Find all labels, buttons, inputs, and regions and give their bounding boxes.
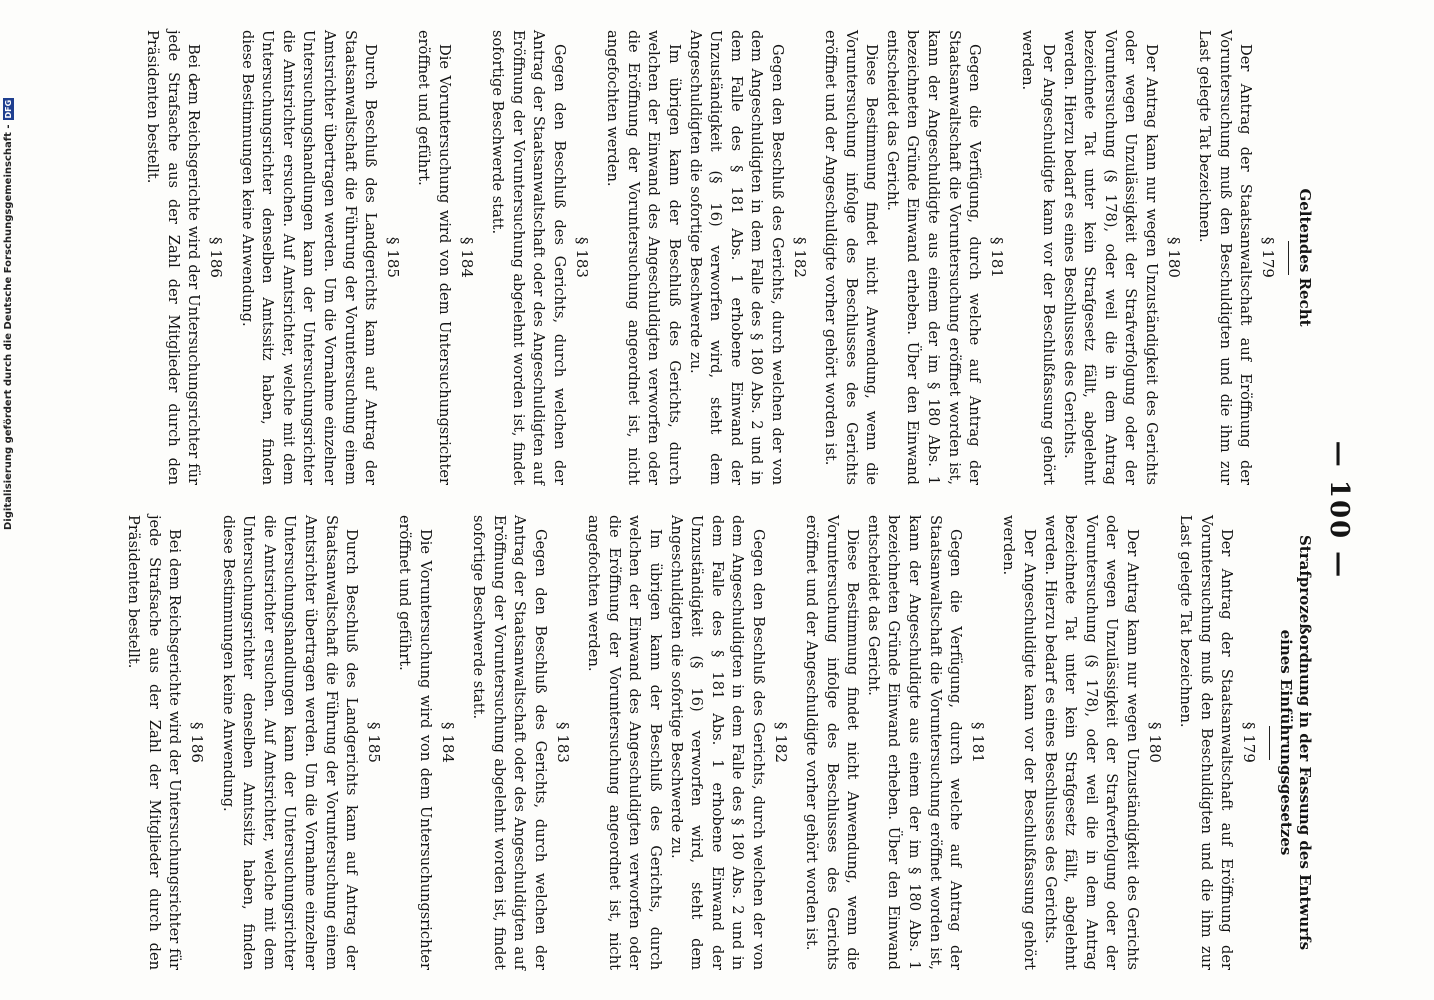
section-number: § 180 [1164,237,1183,278]
section-number: § 179 [1259,237,1277,278]
section-paragraph: Bei dem Reichsgerichte wird der Untersuchungsrichter für jede Strafsache aus der Zahl der Mitglieder durch den Präsidenten bestellt. [144,30,203,485]
section-number: § 183 [553,722,572,763]
section-number: § 186 [207,237,226,278]
section-paragraph: Im übrigen kann der Beschluß des Gerichts, durch welchen der Einwand des Angeschuldigten verworfen oder die Eröffnung der Voruntersuchung angeordnet ist, nicht angefochten werden. [604,30,683,485]
section-paragraph: Gegen den Beschluß des Gerichts, durch welchen der von dem Angeschuldigten in dem Falle des § 180 Abs. 2 und in dem Falle des § 181 Abs. 1 erhobene Einwand der Unzuständigkeit (§ 16) verworfen wird, steht dem Angeschuldigten die sofortige Beschwerde zu. [686,30,786,485]
section-paragraph: Gegen den Beschluß des Gerichts, durch welchen der Antrag der Staatsanwaltschaft oder des Angeschuldigten auf Eröffnung der Voruntersuchung abgelehnt worden ist, findet sofortige Beschwerde statt. [470,515,549,970]
dfg-logo: DFG [4,99,13,119]
section-number: § 185 [383,237,402,278]
heading-rule [1288,241,1289,275]
section-number: § 185 [364,722,383,763]
left-column [142,30,1314,485]
section-paragraph: Der Angeschuldigte kann vor der Beschlußfassung gehört werden. [1000,515,1039,970]
section-number: § 182 [790,237,809,278]
section-paragraph: Der Angeschuldigte kann vor der Beschlußfassung gehört werden. [1019,30,1058,485]
section-number: § 184 [438,722,457,763]
heading-rule [1269,726,1270,760]
section-paragraph: Die Voruntersuchung wird von dem Untersuchungsrichter eröffnet und geführt. [396,515,435,970]
right-column-heading: Strafprozeßordnung in der Fassung des Entwurfs eines Einführungsgesetzes [1277,534,1314,951]
section-number: § 180 [1145,722,1164,763]
section-number: § 186 [188,722,207,763]
right-sections [123,515,1259,970]
section-number: § 179 [1240,722,1258,763]
rotated-document [125,30,1354,990]
section-number: § 181 [987,237,1006,278]
section-paragraph: Bei dem Reichsgerichte wird der Untersuchungsrichter für jede Strafsache aus der Zahl der Mitglieder durch den Präsidenten bestellt. [125,515,184,970]
section-paragraph: Gegen die Verfügung, durch welche auf Antrag der Staatsanwaltschaft die Voruntersuchung eröffnet worden ist, kann der Angeschuldigte aus einem der im § 180 Abs. 1 bezeichneten Gründe Einwand erheben. Über den Einwand entscheidet das Gericht. [883,30,984,485]
section-number: § 183 [572,237,591,278]
section-paragraph: Gegen den Beschluß des Gerichts, durch welchen der Antrag der Staatsanwaltschaft oder des Angeschuldigten auf Eröffnung der Voruntersuchung abgelehnt worden ist, findet sofortige Beschwerde statt. [489,30,568,485]
section-number: § 182 [771,722,790,763]
section-number: § 184 [457,237,476,278]
section-paragraph: Gegen die Verfügung, durch welche auf Antrag der Staatsanwaltschaft die Voruntersuchung eröffnet worden ist, kann der Angeschuldigte aus einem der im § 180 Abs. 1 bezeichneten Gründe Einwand erheben. Über den Einwand entscheidet das Gericht. [864,515,965,970]
section-paragraph: Im übrigen kann der Beschluß des Gerichts, durch welchen der Einwand des Angeschuldigten verworfen oder die Eröffnung der Voruntersuchung angeordnet ist, nicht angefochten werden. [585,515,664,970]
section-paragraph: Durch Beschluß des Landgerichts kann auf Antrag der Staatsanwaltschaft die Führung der Voruntersuchung einem Amtsrichter übertragen werden. Um die Vornahme einzelner Untersuchungshandlungen kann der Untersuchungsrichter die Amtsrichter ersuchen. Auf Amtsrichter, welche mit dem Untersuchungsrichter denselben Amtssitz haben, finden diese Bestimmungen keine Anwendung. [238,30,380,485]
left-column-heading: Geltendes Recht [1296,188,1314,327]
footer-text: Digitalisierung gefördert durch die Deutsche Forschungsgemeinschaft - [3,124,14,530]
section-paragraph: Diese Bestimmung findet nicht Anwendung, wenn die Voruntersuchung infolge des Beschlusses des Gerichts eröffnet und der Angeschuldigte vorher gehört worden ist. [803,515,862,970]
section-paragraph: Durch Beschluß des Landgerichts kann auf Antrag der Staatsanwaltschaft die Führung der Voruntersuchung einem Amtsrichter übertragen werden. Um die Vornahme einzelner Untersuchungshandlungen kann der Untersuchungsrichter die Amtsrichter ersuchen. Auf Amtsrichter, welche mit dem Untersuchungsrichter denselben Amtssitz haben, finden diese Bestimmungen keine Anwendung. [219,515,361,970]
section-paragraph: Die Voruntersuchung wird von dem Untersuchungsrichter eröffnet und geführt. [415,30,454,485]
section-paragraph: Gegen den Beschluß des Gerichts, durch welchen der von dem Angeschuldigten in dem Falle des § 180 Abs. 2 und in dem Falle des § 181 Abs. 1 erhobene Einwand der Unzuständigkeit (§ 16) verworfen wird, steht dem Angeschuldigten die sofortige Beschwerde zu. [667,515,767,970]
section-paragraph: Der Antrag der Staatsanwaltschaft auf Eröffnung der Voruntersuchung muß den Beschuldigten und die ihm zur Last gelegte Tat bezeichnen. [1196,30,1255,485]
page-number: — 100 — [1324,440,1354,580]
section-paragraph: Der Antrag kann nur wegen Unzuständigkeit des Gerichts oder wegen Unzulässigkeit der Strafverfolgung oder der Voruntersuchung (§ 178), oder weil die in dem Antrag bezeichnete Tat unter kein Strafgesetz fällt, abgelehnt werden. Hierzu bedarf es eines Beschlusses des Gerichts. [1060,30,1161,485]
section-paragraph: Der Antrag kann nur wegen Unzuständigkeit des Gerichts oder wegen Unzulässigkeit der Strafverfolgung oder der Voruntersuchung (§ 178), oder weil die in dem Antrag bezeichnete Tat unter kein Strafgesetz fällt, abgelehnt werden. Hierzu bedarf es eines Beschlusses des Gerichts. [1041,515,1142,970]
left-sections [142,30,1278,485]
right-column [123,515,1314,970]
section-paragraph: Der Antrag der Staatsanwaltschaft auf Eröffnung der Voruntersuchung muß den Beschuldigten und die ihm zur Last gelegte Tat bezeichnen. [1177,515,1236,970]
footer-credit [3,98,14,530]
section-number: § 181 [968,722,987,763]
section-paragraph: Diese Bestimmung findet nicht Anwendung, wenn die Voruntersuchung infolge des Beschlusses des Gerichts eröffnet und der Angeschuldigte vorher gehört worden ist. [822,30,881,485]
